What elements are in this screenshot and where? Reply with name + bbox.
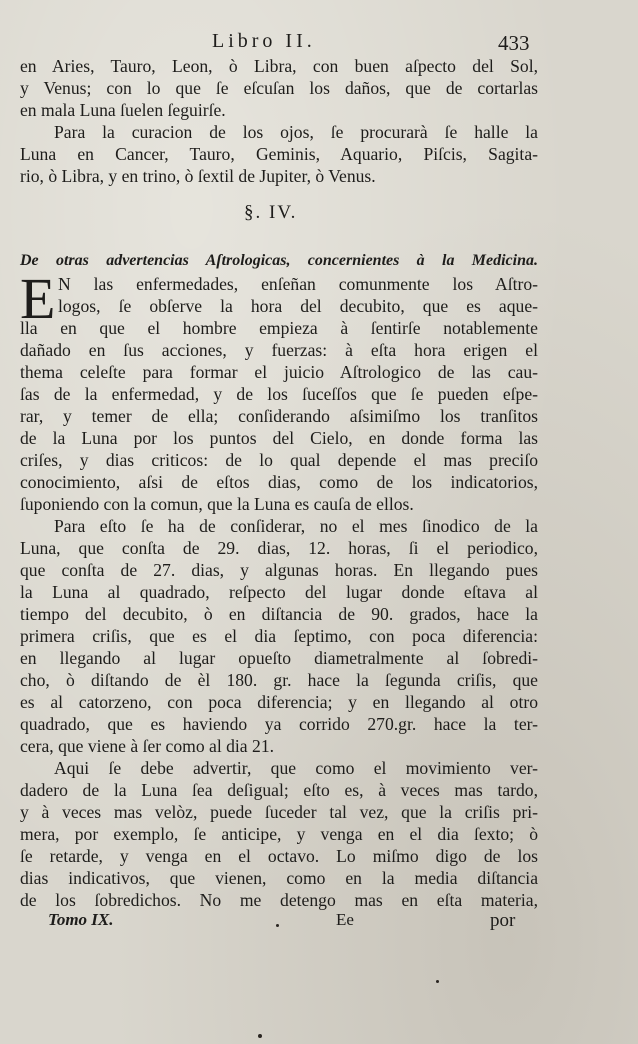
text-line: en mala Luna ſuelen ſeguirſe. xyxy=(20,100,226,120)
paragraph-continuation xyxy=(20,55,538,121)
text-line: de la Luna por los puntos del Cielo, en donde forma las xyxy=(20,428,538,448)
text-line: que conſta de 27. dias, y algunas horas. En llegando pues xyxy=(20,560,538,580)
text-line: Luna en Cancer, Tauro, Geminis, Aquario, Piſcis, Sagita- xyxy=(20,144,538,164)
paper-speck xyxy=(436,980,439,983)
page-footer xyxy=(48,910,528,934)
text-line: Para la curacion de los ojos, ſe procurarà ſe halle la xyxy=(54,122,538,142)
paper-speck xyxy=(276,924,279,927)
text-line: ſe retarde, y venga en el octavo. Lo miſmo digo de los xyxy=(20,846,538,866)
text-line: lla en que el hombre empieza à ſentirſe notablemente xyxy=(20,318,538,338)
drop-cap: E xyxy=(20,266,56,331)
text-line: N las enfermedades, enſeñan comunmente los Aſtro- xyxy=(58,274,538,294)
text-line: dadero de la Luna ſea deſigual; eſto es, à veces mas tardo, xyxy=(20,780,538,800)
text-line: de los ſobredichos. No me detengo mas en eſta materia, xyxy=(20,890,538,910)
text-line: rio, ò Libra, y en trino, ò ſextil de Jupiter, ò Venus. xyxy=(20,166,376,186)
volume-label: Tomo IX. xyxy=(48,910,114,929)
text-line: conocimiento, aſsi de eſtos dias, como de los indicatorios, xyxy=(20,472,538,492)
text-line: ſas de la enfermedad, y de los ſuceſſos que ſe pueden eſpe- xyxy=(20,384,538,404)
text-line: ſuponiendo con la comun, que la Luna es cauſa de ellos. xyxy=(20,494,414,514)
text-line: dañado en ſus acciones, y fuerzas: à eſta hora erigen el xyxy=(20,340,538,360)
text-line: la Luna al quadrado, reſpecto del lugar donde eſtava al xyxy=(20,582,538,602)
text-line: y Venus; con lo que ſe eſcuſan los daños, que de cortarlas xyxy=(20,78,538,98)
signature-mark: Ee xyxy=(336,910,354,929)
page-number: 433 xyxy=(498,31,530,55)
text-line: Para eſto ſe ha de conſiderar, no el mes ſinodico de la xyxy=(54,516,538,536)
paper-speck xyxy=(258,1034,262,1038)
paragraph-decubito xyxy=(20,317,538,515)
text-line: mera, por exemplo, ſe anticipe, y venga en el dia ſexto; ò xyxy=(20,824,538,844)
text-line: cera, que viene à ſer como al dia 21. xyxy=(20,736,275,756)
text-line: primera criſis, que es el dia ſeptimo, con poca diferencia: xyxy=(20,626,538,646)
section-number: §. IV. xyxy=(244,202,298,223)
text-line: en Aries, Tauro, Leon, ò Libra, con buen aſpecto del Sol, xyxy=(20,56,538,76)
running-head: Libro II. xyxy=(212,30,316,52)
text-line: tiempo del decubito, ò en diſtancia de 90. grados, hace la xyxy=(20,604,538,624)
text-line: Luna, que conſta de 29. dias, 12. horas, ſi el periodico, xyxy=(20,538,538,558)
section-title: De otras advertencias Aſtrologicas, concernientes à la Medicina. xyxy=(20,252,538,269)
text-line: thema celeſte para formar el juicio Aſtrologico de las cau- xyxy=(20,362,538,382)
text-line: es al catorzeno, con poca diferencia; y en llegando al otro xyxy=(20,692,538,712)
paragraph-crisis xyxy=(20,515,538,757)
text-line: quadrado, que es haviendo ya corrido 270.gr. hace la ter- xyxy=(20,714,538,734)
text-line: dias indicativos, que vienen, como en la media diſtancia xyxy=(20,868,538,888)
text-line: cho, ò diſtando de èl 180. gr. hace la ſegunda criſis, que xyxy=(20,670,538,690)
text-line: en llegando al lugar opueſto diametralmente al ſobredi- xyxy=(20,648,538,668)
text-line: criſes, y dias criticos: de lo qual depende el mas preciſo xyxy=(20,450,538,470)
paragraph-advertir xyxy=(20,757,538,911)
text-line: y à veces mas velòz, puede ſuceder tal vez, que la criſis pri- xyxy=(20,802,538,822)
text-line: Aqui ſe debe advertir, que como el movimiento ver- xyxy=(54,758,538,778)
drop-cap-lines xyxy=(58,273,538,317)
catchword: por xyxy=(490,910,516,931)
text-line: rar, y temer de ella; conſiderando aſsimiſmo los tranſitos xyxy=(20,406,538,426)
text-line: logos, ſe obſerve la hora del decubito, que es aque- xyxy=(58,296,538,316)
paragraph-eyes xyxy=(20,121,538,187)
